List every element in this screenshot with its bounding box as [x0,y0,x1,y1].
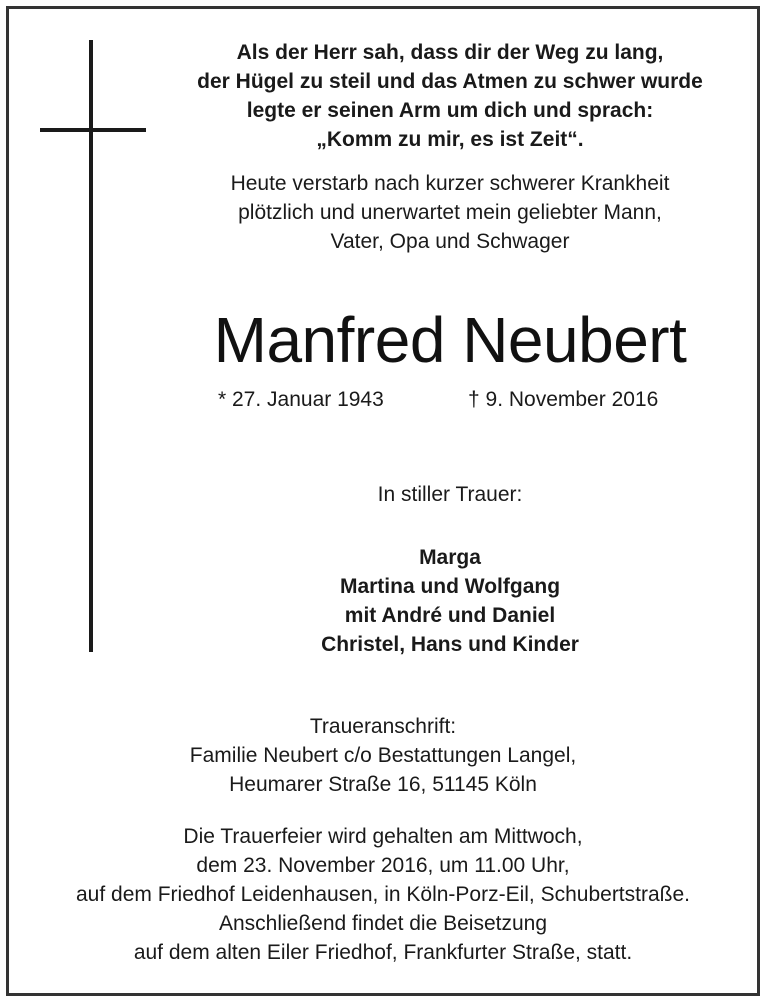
family-member: Martina und Wolfgang [339,575,561,598]
ceremony-line: auf dem alten Eiler Friedhof, Frankfurter Straße, statt. [133,941,633,964]
poem-line: legte er seinen Arm um dich und sprach: [246,99,654,122]
death-date: † 9. November 2016 [468,388,659,411]
intro-line: plötzlich und unerwartet mein geliebter Mann, [238,201,662,224]
poem-line: der Hügel zu steil und das Atmen zu schwer wurde [197,70,703,93]
intro-line: Heute verstarb nach kurzer schwerer Krankheit [230,172,670,195]
poem-line: Als der Herr sah, dass dir der Weg zu lang, [236,41,664,64]
mourning-address [0,712,766,799]
ceremony-line: auf dem Friedhof Leidenhausen, in Köln-Porz-Eil, Schubertstraße. [76,883,690,906]
birth-date: * 27. Januar 1943 [218,388,384,411]
ceremony-line: Die Trauerfeier wird gehalten am Mittwoch, [183,825,583,848]
death-announcement-text [150,169,750,256]
poem-line: „Komm zu mir, es ist Zeit“. [316,128,584,151]
ceremony-line: dem 23. November 2016, um 11.00 Uhr, [196,854,570,877]
address-line: Traueranschrift: [309,715,457,738]
family-member: mit André und Daniel [344,604,556,627]
family-member: Marga [419,546,481,569]
family-member: Christel, Hans und Kinder [321,633,579,656]
mourning-heading: In stiller Trauer: [377,483,523,506]
funeral-details [0,822,766,967]
family-list [150,543,750,659]
poem-verse [150,38,750,154]
cross-horizontal-bar [40,128,146,132]
ceremony-line: Anschließend findet die Beisetzung [218,912,548,935]
intro-line: Vater, Opa und Schwager [330,230,570,253]
address-line: Familie Neubert c/o Bestattungen Langel, [189,744,577,767]
address-line: Heumarer Straße 16, 51145 Köln [229,773,537,796]
deceased-name: Manfred Neubert [213,304,687,376]
